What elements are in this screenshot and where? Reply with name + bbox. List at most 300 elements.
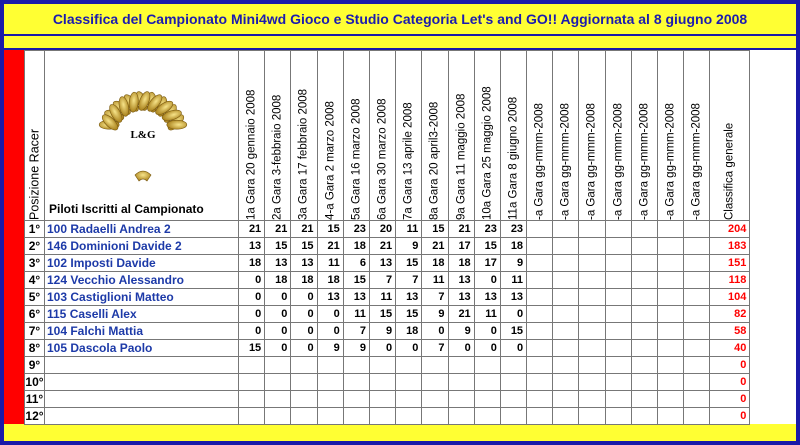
score-cell: 11 bbox=[474, 306, 500, 323]
score-cell bbox=[474, 374, 500, 391]
total-header bbox=[710, 51, 750, 221]
score-cell bbox=[579, 289, 605, 306]
score-cell bbox=[317, 357, 343, 374]
race-header-label: 5a Gara 16 marzo 2008 bbox=[350, 98, 363, 220]
score-cell: 20 bbox=[369, 221, 395, 238]
race-header bbox=[527, 51, 553, 221]
position-header bbox=[25, 51, 45, 221]
race-header-label: 10a Gara 25 maggio 2008 bbox=[481, 86, 494, 220]
score-cell: 0 bbox=[239, 272, 265, 289]
score-cell bbox=[474, 391, 500, 408]
score-cell bbox=[527, 391, 553, 408]
score-cell: 13 bbox=[317, 289, 343, 306]
pilots-header bbox=[45, 51, 239, 221]
score-cell: 13 bbox=[369, 255, 395, 272]
race-header-label: 1a Gara 20 gennaio 2008 bbox=[245, 89, 258, 220]
race-header bbox=[239, 51, 265, 221]
race-header-label: -a Gara gg-mmm-2008 bbox=[664, 103, 677, 220]
score-cell bbox=[684, 391, 710, 408]
score-cell bbox=[422, 408, 448, 425]
score-cell: 13 bbox=[474, 289, 500, 306]
race-header-label: -a Gara gg-mmm-2008 bbox=[612, 103, 625, 220]
score-cell: 15 bbox=[396, 306, 422, 323]
position-cell: 10° bbox=[25, 375, 44, 389]
pilot-name-cell bbox=[45, 408, 239, 425]
score-cell bbox=[579, 221, 605, 238]
score-cell: 11 bbox=[369, 289, 395, 306]
score-cell bbox=[579, 357, 605, 374]
score-cell: 9 bbox=[343, 340, 369, 357]
score-cell bbox=[605, 255, 631, 272]
score-cell bbox=[396, 357, 422, 374]
score-cell: 15 bbox=[239, 340, 265, 357]
score-cell: 0 bbox=[369, 340, 395, 357]
table-row bbox=[25, 374, 750, 391]
score-cell bbox=[605, 289, 631, 306]
standings-table bbox=[24, 50, 750, 425]
race-header bbox=[553, 51, 579, 221]
race-header bbox=[422, 51, 448, 221]
score-cell bbox=[631, 323, 657, 340]
total-cell: 0 bbox=[710, 408, 750, 425]
race-header bbox=[343, 51, 369, 221]
score-cell bbox=[369, 408, 395, 425]
score-cell: 13 bbox=[500, 289, 526, 306]
total-cell: 118 bbox=[710, 272, 750, 289]
score-cell bbox=[684, 221, 710, 238]
score-cell bbox=[527, 272, 553, 289]
score-cell bbox=[317, 391, 343, 408]
score-cell: 7 bbox=[343, 323, 369, 340]
score-cell bbox=[343, 374, 369, 391]
score-cell bbox=[239, 391, 265, 408]
score-cell bbox=[265, 374, 291, 391]
score-cell bbox=[527, 255, 553, 272]
header-strip bbox=[4, 34, 796, 50]
score-cell: 0 bbox=[317, 306, 343, 323]
score-cell: 18 bbox=[343, 238, 369, 255]
score-cell: 15 bbox=[500, 323, 526, 340]
table-row bbox=[25, 408, 750, 425]
score-cell: 0 bbox=[265, 289, 291, 306]
score-cell: 0 bbox=[291, 340, 317, 357]
score-cell: 9 bbox=[317, 340, 343, 357]
score-cell bbox=[343, 391, 369, 408]
score-cell: 18 bbox=[396, 323, 422, 340]
bottom-strip bbox=[4, 424, 796, 441]
total-cell: 0 bbox=[710, 391, 750, 408]
score-cell: 21 bbox=[291, 221, 317, 238]
score-cell bbox=[265, 391, 291, 408]
score-cell: 0 bbox=[474, 323, 500, 340]
score-cell bbox=[396, 408, 422, 425]
race-header bbox=[500, 51, 526, 221]
pilot-name-cell: 105 Dascola Paolo bbox=[45, 340, 239, 357]
score-cell: 15 bbox=[265, 238, 291, 255]
score-cell bbox=[631, 238, 657, 255]
score-cell bbox=[658, 221, 684, 238]
score-cell: 9 bbox=[448, 323, 474, 340]
race-header bbox=[369, 51, 395, 221]
score-cell bbox=[474, 408, 500, 425]
score-cell bbox=[553, 255, 579, 272]
race-header-label: 8a Gara 20 april3-2008 bbox=[428, 101, 441, 220]
score-cell: 18 bbox=[422, 255, 448, 272]
score-cell bbox=[579, 272, 605, 289]
position-cell: 8° bbox=[25, 340, 45, 357]
score-cell bbox=[553, 391, 579, 408]
race-header-label: -a Gara gg-mmm-2008 bbox=[690, 103, 703, 220]
score-cell: 7 bbox=[396, 272, 422, 289]
score-cell: 7 bbox=[369, 272, 395, 289]
score-cell bbox=[553, 374, 579, 391]
pilot-name-cell: 146 Dominioni Davide 2 bbox=[45, 238, 239, 255]
score-cell bbox=[448, 391, 474, 408]
score-cell bbox=[527, 357, 553, 374]
score-cell: 11 bbox=[343, 306, 369, 323]
score-cell: 0 bbox=[396, 340, 422, 357]
score-cell bbox=[317, 408, 343, 425]
total-cell: 40 bbox=[710, 340, 750, 357]
table-row bbox=[25, 357, 750, 374]
score-cell: 11 bbox=[422, 272, 448, 289]
race-header-label: -a Gara gg-mmm-2008 bbox=[533, 103, 546, 220]
score-cell bbox=[527, 323, 553, 340]
score-cell: 0 bbox=[265, 340, 291, 357]
race-header bbox=[291, 51, 317, 221]
score-cell bbox=[500, 357, 526, 374]
score-cell bbox=[422, 391, 448, 408]
score-cell bbox=[605, 408, 631, 425]
race-header-label: 3a Gara 17 febbraio 2008 bbox=[297, 88, 310, 220]
total-cell: 151 bbox=[710, 255, 750, 272]
score-cell bbox=[684, 408, 710, 425]
score-cell bbox=[265, 408, 291, 425]
score-cell bbox=[605, 357, 631, 374]
score-cell: 13 bbox=[265, 255, 291, 272]
total-cell: 0 bbox=[710, 374, 750, 391]
score-cell: 0 bbox=[239, 306, 265, 323]
race-header bbox=[658, 51, 684, 221]
score-cell bbox=[527, 238, 553, 255]
race-header bbox=[631, 51, 657, 221]
pilot-name-cell: 124 Vecchio Alessandro bbox=[45, 272, 239, 289]
score-cell: 15 bbox=[422, 221, 448, 238]
header-row bbox=[25, 51, 750, 221]
table-row bbox=[25, 391, 750, 408]
score-cell bbox=[631, 374, 657, 391]
score-cell bbox=[500, 374, 526, 391]
total-header-label: Classifica generale bbox=[723, 122, 736, 220]
table-row bbox=[25, 255, 750, 272]
score-cell: 13 bbox=[448, 289, 474, 306]
race-header bbox=[684, 51, 710, 221]
score-cell: 0 bbox=[474, 340, 500, 357]
score-cell: 17 bbox=[474, 255, 500, 272]
score-cell bbox=[291, 391, 317, 408]
score-cell: 11 bbox=[500, 272, 526, 289]
position-cell: 1° bbox=[25, 221, 45, 238]
score-cell bbox=[605, 306, 631, 323]
score-cell bbox=[605, 374, 631, 391]
score-cell bbox=[343, 408, 369, 425]
table-row bbox=[25, 323, 750, 340]
table-row bbox=[25, 221, 750, 238]
score-cell bbox=[500, 391, 526, 408]
score-cell bbox=[631, 306, 657, 323]
total-cell: 82 bbox=[710, 306, 750, 323]
pilot-name-cell bbox=[45, 374, 239, 391]
score-cell bbox=[527, 340, 553, 357]
score-cell bbox=[291, 357, 317, 374]
position-cell: 11° bbox=[25, 392, 44, 406]
score-cell bbox=[527, 306, 553, 323]
score-cell bbox=[684, 272, 710, 289]
score-cell: 0 bbox=[448, 340, 474, 357]
score-cell bbox=[422, 357, 448, 374]
score-cell bbox=[631, 289, 657, 306]
race-header-label: 7a Gara 13 aprile 2008 bbox=[402, 102, 415, 220]
race-header bbox=[474, 51, 500, 221]
score-cell bbox=[553, 340, 579, 357]
score-cell: 13 bbox=[343, 289, 369, 306]
score-cell bbox=[684, 357, 710, 374]
score-cell bbox=[579, 391, 605, 408]
score-cell bbox=[369, 374, 395, 391]
score-cell bbox=[343, 357, 369, 374]
score-cell: 0 bbox=[500, 340, 526, 357]
score-cell bbox=[579, 238, 605, 255]
score-cell bbox=[658, 289, 684, 306]
score-cell bbox=[527, 374, 553, 391]
score-cell: 13 bbox=[239, 238, 265, 255]
score-cell bbox=[631, 255, 657, 272]
table-row bbox=[25, 289, 750, 306]
score-cell: 0 bbox=[239, 289, 265, 306]
score-cell bbox=[631, 357, 657, 374]
score-cell: 0 bbox=[474, 272, 500, 289]
score-cell bbox=[684, 255, 710, 272]
table-row bbox=[25, 340, 750, 357]
score-cell: 9 bbox=[369, 323, 395, 340]
total-cell: 104 bbox=[710, 289, 750, 306]
score-cell: 0 bbox=[317, 323, 343, 340]
standings-sheet bbox=[24, 50, 796, 424]
page-title: Classifica del Campionato Mini4wd Gioco e Studio Categoria Let's and GO!! Aggiornata al 8 giugno 2008 bbox=[52, 11, 748, 27]
score-cell bbox=[631, 408, 657, 425]
total-cell: 183 bbox=[710, 238, 750, 255]
pilots-header-label: Piloti Iscritti al Campionato bbox=[49, 202, 204, 216]
score-cell bbox=[658, 374, 684, 391]
score-cell bbox=[448, 408, 474, 425]
race-header-label: 6a Gara 30 marzo 2008 bbox=[376, 98, 389, 220]
pilot-name-cell: 100 Radaelli Andrea 2 bbox=[45, 221, 239, 238]
score-cell: 0 bbox=[422, 323, 448, 340]
left-red-strip bbox=[4, 50, 24, 424]
score-cell bbox=[553, 357, 579, 374]
score-cell bbox=[684, 289, 710, 306]
score-cell bbox=[658, 357, 684, 374]
position-cell: 6° bbox=[25, 306, 45, 323]
score-cell bbox=[605, 391, 631, 408]
table-row bbox=[25, 238, 750, 255]
score-cell bbox=[605, 272, 631, 289]
table-row bbox=[25, 272, 750, 289]
score-cell: 21 bbox=[265, 221, 291, 238]
race-header bbox=[605, 51, 631, 221]
score-cell bbox=[631, 340, 657, 357]
score-cell bbox=[527, 289, 553, 306]
score-cell: 18 bbox=[265, 272, 291, 289]
score-cell bbox=[658, 255, 684, 272]
position-header-label: Posizione Racer bbox=[27, 128, 42, 220]
total-cell: 0 bbox=[710, 357, 750, 374]
score-cell: 15 bbox=[369, 306, 395, 323]
score-cell bbox=[422, 374, 448, 391]
score-cell: 7 bbox=[422, 289, 448, 306]
score-cell: 9 bbox=[500, 255, 526, 272]
score-cell: 18 bbox=[500, 238, 526, 255]
score-cell bbox=[500, 408, 526, 425]
score-cell: 15 bbox=[474, 238, 500, 255]
pilot-name-cell: 103 Castiglioni Matteo bbox=[45, 289, 239, 306]
score-cell bbox=[605, 238, 631, 255]
score-cell bbox=[579, 255, 605, 272]
score-cell bbox=[631, 391, 657, 408]
pilot-name-cell: 102 Imposti Davide bbox=[45, 255, 239, 272]
score-cell: 9 bbox=[422, 306, 448, 323]
score-cell: 15 bbox=[317, 221, 343, 238]
score-cell bbox=[684, 374, 710, 391]
score-cell bbox=[396, 391, 422, 408]
score-cell bbox=[605, 340, 631, 357]
score-cell bbox=[553, 221, 579, 238]
score-cell bbox=[684, 323, 710, 340]
score-cell bbox=[658, 238, 684, 255]
score-cell: 13 bbox=[291, 255, 317, 272]
score-cell bbox=[291, 408, 317, 425]
score-cell bbox=[605, 323, 631, 340]
score-cell: 7 bbox=[422, 340, 448, 357]
score-cell: 17 bbox=[448, 238, 474, 255]
pilot-name-cell bbox=[45, 357, 239, 374]
score-cell bbox=[658, 272, 684, 289]
score-cell bbox=[448, 357, 474, 374]
score-cell: 15 bbox=[291, 238, 317, 255]
score-cell bbox=[291, 374, 317, 391]
score-cell bbox=[239, 408, 265, 425]
score-cell bbox=[369, 391, 395, 408]
score-cell: 6 bbox=[343, 255, 369, 272]
score-cell bbox=[658, 323, 684, 340]
score-cell: 23 bbox=[343, 221, 369, 238]
score-cell bbox=[553, 272, 579, 289]
score-cell: 18 bbox=[448, 255, 474, 272]
score-cell bbox=[579, 306, 605, 323]
position-cell: 2° bbox=[25, 238, 45, 255]
score-cell bbox=[579, 408, 605, 425]
score-cell: 21 bbox=[422, 238, 448, 255]
score-cell: 9 bbox=[396, 238, 422, 255]
race-header bbox=[579, 51, 605, 221]
score-cell bbox=[448, 374, 474, 391]
race-header bbox=[317, 51, 343, 221]
score-cell: 23 bbox=[474, 221, 500, 238]
score-cell: 21 bbox=[448, 221, 474, 238]
score-cell: 21 bbox=[317, 238, 343, 255]
score-cell: 18 bbox=[291, 272, 317, 289]
score-cell bbox=[239, 357, 265, 374]
score-cell bbox=[605, 221, 631, 238]
score-cell bbox=[553, 323, 579, 340]
score-cell bbox=[553, 306, 579, 323]
logo-text: L&G bbox=[130, 129, 156, 141]
race-header-label: 9a Gara 11 maggio 2008 bbox=[455, 93, 468, 220]
score-cell bbox=[317, 374, 343, 391]
score-cell bbox=[684, 238, 710, 255]
score-cell: 0 bbox=[239, 323, 265, 340]
score-cell: 13 bbox=[396, 289, 422, 306]
pilot-name-cell bbox=[45, 391, 239, 408]
race-header-label: 11a Gara 8 giugno 2008 bbox=[507, 96, 520, 220]
table-row bbox=[25, 306, 750, 323]
total-cell: 204 bbox=[710, 221, 750, 238]
score-cell: 13 bbox=[448, 272, 474, 289]
title-bar bbox=[4, 4, 796, 34]
race-header bbox=[448, 51, 474, 221]
position-cell: 9° bbox=[25, 357, 45, 374]
race-header-label: -a Gara gg-mmm-2008 bbox=[638, 103, 651, 220]
score-cell bbox=[474, 357, 500, 374]
race-header-label: -a Gara gg-mmm-2008 bbox=[559, 103, 572, 220]
score-cell: 18 bbox=[317, 272, 343, 289]
score-cell bbox=[658, 391, 684, 408]
score-cell: 18 bbox=[239, 255, 265, 272]
score-cell: 23 bbox=[500, 221, 526, 238]
score-cell: 0 bbox=[500, 306, 526, 323]
race-header-label: -a Gara gg-mmm-2008 bbox=[586, 103, 599, 220]
score-cell bbox=[553, 408, 579, 425]
position-cell: 4° bbox=[25, 272, 45, 289]
position-cell: 3° bbox=[25, 255, 45, 272]
position-cell: 12° bbox=[25, 409, 44, 423]
score-cell: 15 bbox=[343, 272, 369, 289]
score-cell bbox=[527, 221, 553, 238]
score-cell bbox=[265, 357, 291, 374]
score-cell bbox=[579, 323, 605, 340]
right-border bbox=[796, 50, 800, 424]
score-cell: 0 bbox=[265, 306, 291, 323]
score-cell: 21 bbox=[448, 306, 474, 323]
pilot-name-cell: 104 Falchi Mattia bbox=[45, 323, 239, 340]
score-cell: 0 bbox=[265, 323, 291, 340]
race-header-label: 2a Gara 3-febbraio 2008 bbox=[271, 94, 284, 220]
score-cell bbox=[658, 340, 684, 357]
score-cell bbox=[684, 306, 710, 323]
score-cell: 0 bbox=[291, 323, 317, 340]
score-cell bbox=[631, 272, 657, 289]
score-cell bbox=[684, 340, 710, 357]
score-cell: 15 bbox=[396, 255, 422, 272]
score-cell bbox=[658, 408, 684, 425]
race-header-label: 4-a Gara 2 marzo 2008 bbox=[324, 101, 337, 220]
score-cell bbox=[658, 306, 684, 323]
total-cell: 58 bbox=[710, 323, 750, 340]
position-cell: 7° bbox=[25, 323, 45, 340]
score-cell bbox=[631, 221, 657, 238]
score-cell: 11 bbox=[396, 221, 422, 238]
position-cell: 5° bbox=[25, 289, 45, 306]
